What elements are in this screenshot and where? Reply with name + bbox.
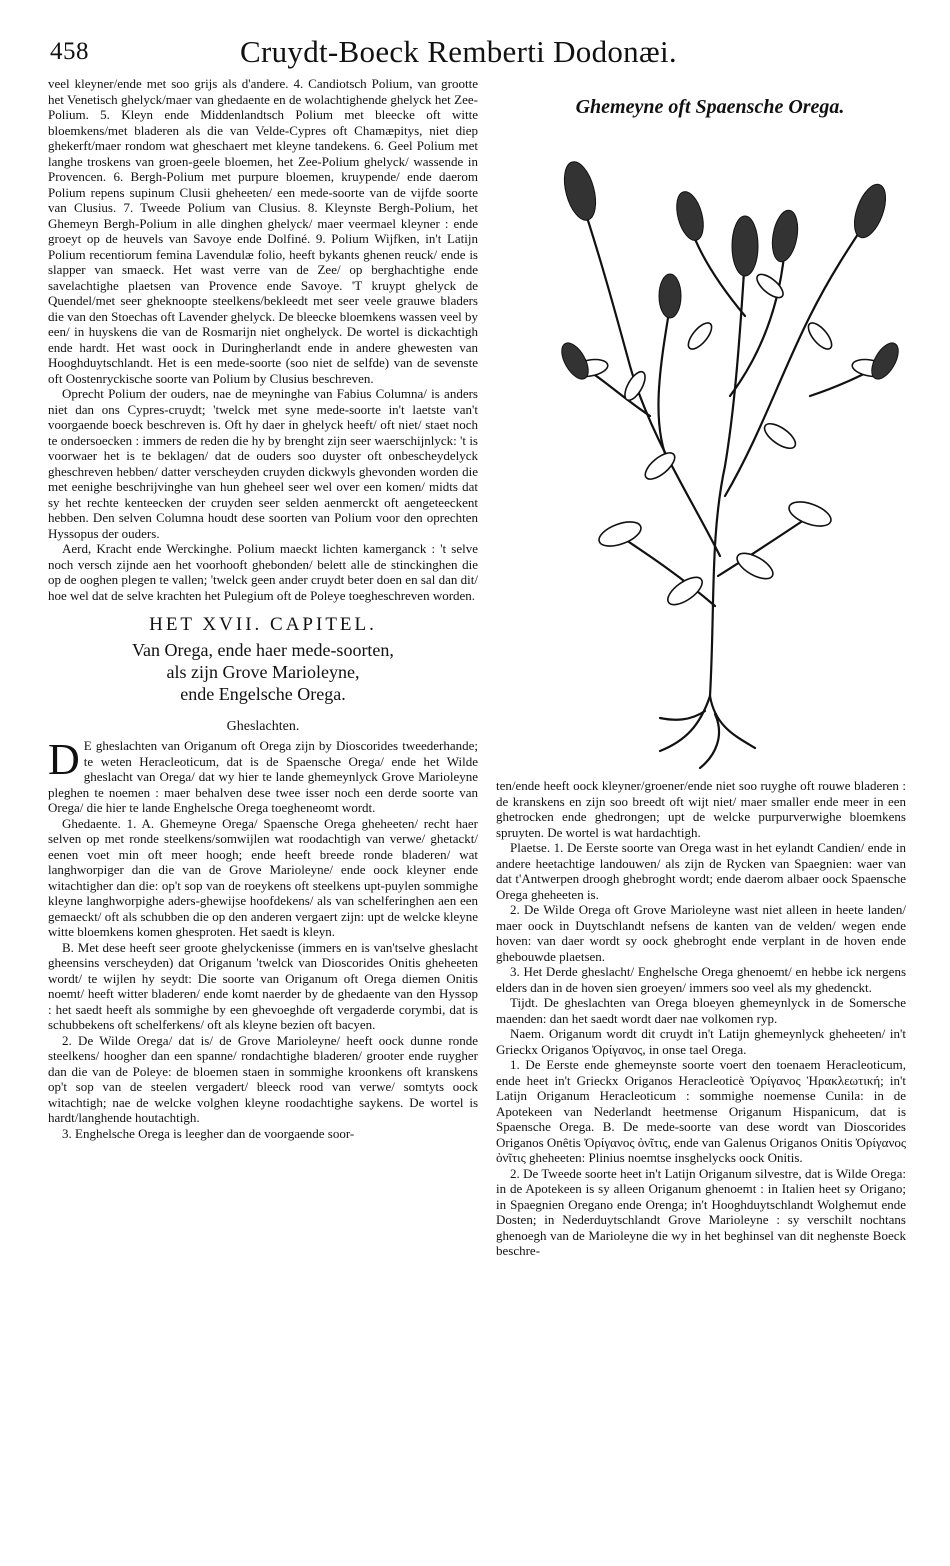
body-paragraph: Ghedaente. 1. A. Ghemeyne Orega/ Spaensche Orega gheheeten/ recht haer selven op met ronde steelkens/somwijlen wat roodachtigh van verwe/ ghetackt/ eenen voet min oft meer hoogh; ende heeft breede ronde bladeren/ wat langhworpiger dan die van de Grove Marioleyne/ ende oock kleyner ende witachtigher dan die: op't sop van de roeykens oft steelkens upt-puylen sommighe kleyne langhworpighe aders-ghewijse hoofdekens/ als van schelferinghen aen een gemaeckt/ oft als schubben die op den anderen vergaert zijn: upt de welcke kleyne witte bloemkens komen ghesproten. Het saedt is kleyn. (48, 815, 478, 939)
plant-figure (510, 86, 910, 776)
section-heading: Gheslachten. (226, 718, 300, 734)
body-paragraph: 1. De Eerste ende ghemeynste soorte voert den toenaem Heracleoticum, ende heet in't Grieckx Origanos Heracleoticè Ὀρίγανος Ἡρακλεωτική; in't Latijn Origanum Heracleoticum : sommighe noemense Cunila: in de Apotekeen van Nederlandt heetmense Origanum Hispanicum, dat is Spaensche Orega. B. De mede-soorte van dese wordt van Dioscorides Origanos Onêtis Ὀρίγανος ὀνῖτις, ende van Galenus Origanos Onitis Ὀρίγανος ὀνῖτις gheheeten: Plinius noemtse insghelycks oock Onitis. (496, 1057, 906, 1165)
running-title: Cruydt-Boeck Remberti Dodonæi. (240, 34, 677, 69)
chapter-title-line: als zijn Grove Marioleyne, (166, 661, 360, 682)
chapter-heading: HET XVII. CAPITEL. (149, 614, 377, 635)
chapter-title-line: ende Engelsche Orega. (180, 683, 346, 704)
body-paragraph: Naem. Origanum wordt dit cruydt in't Latijn ghemeynlyck gheheeten/ in't Grieckx Origanos Ὀρίγανος, in onse tael Orega. (496, 1026, 906, 1057)
body-paragraph: 2. De Wilde Orega oft Grove Marioleyne wast niet alleen in heete landen/ maer oock in Duytschlandt nefsens de kanten van de velden/ wegen ende hoven: van daer wordt sy oock ghebroght ende verplant in de hoven ende ghebouwde plaetsen. (496, 902, 906, 964)
figure-caption: Ghemeyne oft Spaensche Orega. (575, 96, 845, 118)
left-column (48, 76, 478, 1141)
body-paragraph: Tijdt. De gheslachten van Orega bloeyen ghemeynlyck in de Somersche maenden: dan het saedt wordt daer nae volkomen ryp. (496, 995, 906, 1026)
body-paragraph: 3. Het Derde gheslacht/ Enghelsche Orega ghenoemt/ en hebbe ick nergens elders dan in de hoven sien groeyen/ immers soo veel als my ghedenckt. (496, 964, 906, 995)
drop-cap: D (48, 735, 80, 784)
opening-paragraph (48, 735, 478, 816)
body-paragraph: veel kleyner/ende met soo grijs als d'andere. 4. Candiotsch Polium, van grootte het Venetisch ghelyck/maer van ghedaente en de wolachtighende ghelyck het Zee-Polium. 5. Kleyn ende Middenlandtsch Polium met bleecke oft witte bloemkens/met bladeren als die van Velde-Cypres oft Chamæpitys, niet diep ghekerft/maer rondom wat gheschaert met kleyne tandekens. 6. Geel Polium met langhe troskens van groen-geele bloemen, het Zee-Polium ghelyck/ wassende in Provencen. 6. Bergh-Polium met purpure bloemen, kruypende/ ende daerom Polium repens supinum Clusii gheheeten/ een mede-soorte van de vijfde soorte van Clusius. 7. Tweede Polium van Clusius. 8. Kleynste Bergh-Polium, het Ghemeyn Bergh-Polium in alle dinghen ghelyck/ maer veermael kleyner : ende groeyt op de heuvels van Savoye ende Dolfiné. 9. Polium Wijfken, in't Latijn Polium recentiorum femina Lavendulæ folio, heeft bykants ghenen reuck/ ende is slapper van smaeck. Het wast verre van de Zee/ op berghachtighe ende savelachtighe plaetsen van Provence ende Savoye. 'T kruypt ghelyck de Quendel/met seer gheknoopte steelkens/bekleedt met seer veele grauwe bladers die van den Stoechas oft Lavender ghelyck. De bleecke bloemkens wassen veel by een/ in huyskens die van de Rosmarijn niet onghelyck. De wortel is dickachtigh ende hardt. Het wast oock in Duringherlandt ende in andere ghewesten van Hooghduytschlandt. Het is een mede-soorte (soo niet de selfde) van de sevenste oft Oostenryckische soorte van Polium by Clusius beschreven. (48, 76, 478, 386)
opening-paragraph-text: E gheslachten van Origanum oft Orega zijn by Dioscorides tweederhande; te weten Heracleoticum, dat is de Spaensche Orega/ ende het Wilde gheslacht van Orega/ dat wy hier te lande ghemeynlyck Grove Marioleyne pleghen te noemen : maer behalven dese twee isser noch een derde soorte van Orega/ die hier te lande Enghelsche Orega toegheneomt wordt. (48, 738, 478, 815)
chapter-title-line: Van Orega, ende haer mede-soorten, (132, 639, 394, 660)
body-paragraph: ten/ende heeft oock kleyner/groener/ende niet soo ruyghe oft rouwe bladeren : de kranskens en zijn soo breedt oft wijt niet/ maer smaller ende meer in een ghetrocken ende ghedrongen; upt de welcke purpurverwighe bloemkens spruyten. De wortel is wat hardachtigh. (496, 778, 906, 840)
body-paragraph: B. Met dese heeft seer groote ghelyckenisse (immers en is van'tselve gheslacht gheensins verscheyden) dat Origanum 'twelck van Dioscorides Onitis gheheeten wordt/ te wijlen hy seydt: Die soorte van Origanum oft Orega diemen Onitis noemt/ heeft witter bladeren/ ende komt naerder by de ghedaente van den Hyssop : het saedt heeft als sommighe by een ghevoeghde oft vergaderde corymbi, dat is schubbekens oft schelferkens/ oft als kleyne bezien oft bacyen. (48, 939, 478, 1032)
chapter-block (48, 614, 478, 705)
body-paragraph: 2. De Tweede soorte heet in't Latijn Origanum silvestre, dat is Wilde Orega: in de Apotekeen is sy alleen Origanum ghenoemt : in Italien heet sy Origano; in Spaegnien Oregano ende Orenga; in't Hooghduytschlandt Wolghemut ende Dosten; in Nederduytschlandt Grove Marioleyne : sy verschilt nochtans ghenoegh van de Marioleyne die wy in het beghinsel van dit neghenste Boeck beschre- (496, 1165, 906, 1258)
right-column (496, 778, 906, 1259)
body-paragraph: 2. De Wilde Orega/ dat is/ de Grove Marioleyne/ heeft oock dunne ronde steelkens/ hoogher dan een spanne/ rondachtighe bladeren/ grooter ende ruygher dan die van de Poleye: de bloemen staen in sommighe kroonkens oft kranskens op't sop van de steelen vergadert/ bleeck rood van verwe/ somtyts oock witachtigh; nae de welcke volghen kleyne roodachtighe saykens. De wortel is hardt/langhende houtachtigh. (48, 1032, 478, 1125)
page-header (50, 30, 900, 78)
body-paragraph: Aerd, Kracht ende Werckinghe. Polium maeckt lichten kamerganck : 't selve noch versch zijnde aen het voorhooft ghebonden/ belett alle de stinckinghen die op de ooghen plegen te vallen; 'twelck geen ander cruydt beter doen en sal dan dit/ hoe wel dat de selve krachten het Pulegium oft de Poleye toegheschreven worden. (48, 541, 478, 603)
body-paragraph: Oprecht Polium der ouders, nae de meyninghe van Fabius Columna/ is anders niet dan ons Cypres-cruydt; 'twelck met syne mede-soorte in't laetste van't voorgaende boeck beschreven is. Oft hy daer in ghelyck heeft/ oft niet/ staet noch te ondersoecken : immers de reden die hy by brenght zijn seer waerschijnlyck: 't is voorwaer het is te beklagen/ dat de ouders soo duyster oft onbescheydelyck gheschreven hebben/ datter verscheyden cruyden dickwyls ghevonden worden die met eenighe beschrijvinghe van hun gheheel seer wel over een komen/ midts dat sy het rechte kenteecken der cruyden seer selden aenmerckt oft aengeteeckent hebben. Den selven Columna houdt dese soorten van Polium voor den oprechten Hyssopus der ouders. (48, 386, 478, 541)
plant-illustration-icon (510, 136, 910, 776)
page-number: 458 (50, 38, 89, 65)
body-paragraph: Plaetse. 1. De Eerste soorte van Orega wast in het eylandt Candien/ ende in andere heetachtige landouwen/ als zijn de Rycken van Spaegnien: waer van dat t'Antwerpen droogh ghebroght wordt; ende daerom albaer oock Spaensche Orega gheheeten is. (496, 840, 906, 902)
body-paragraph: 3. Enghelsche Orega is leegher dan de voorgaende soor- (62, 1125, 355, 1141)
